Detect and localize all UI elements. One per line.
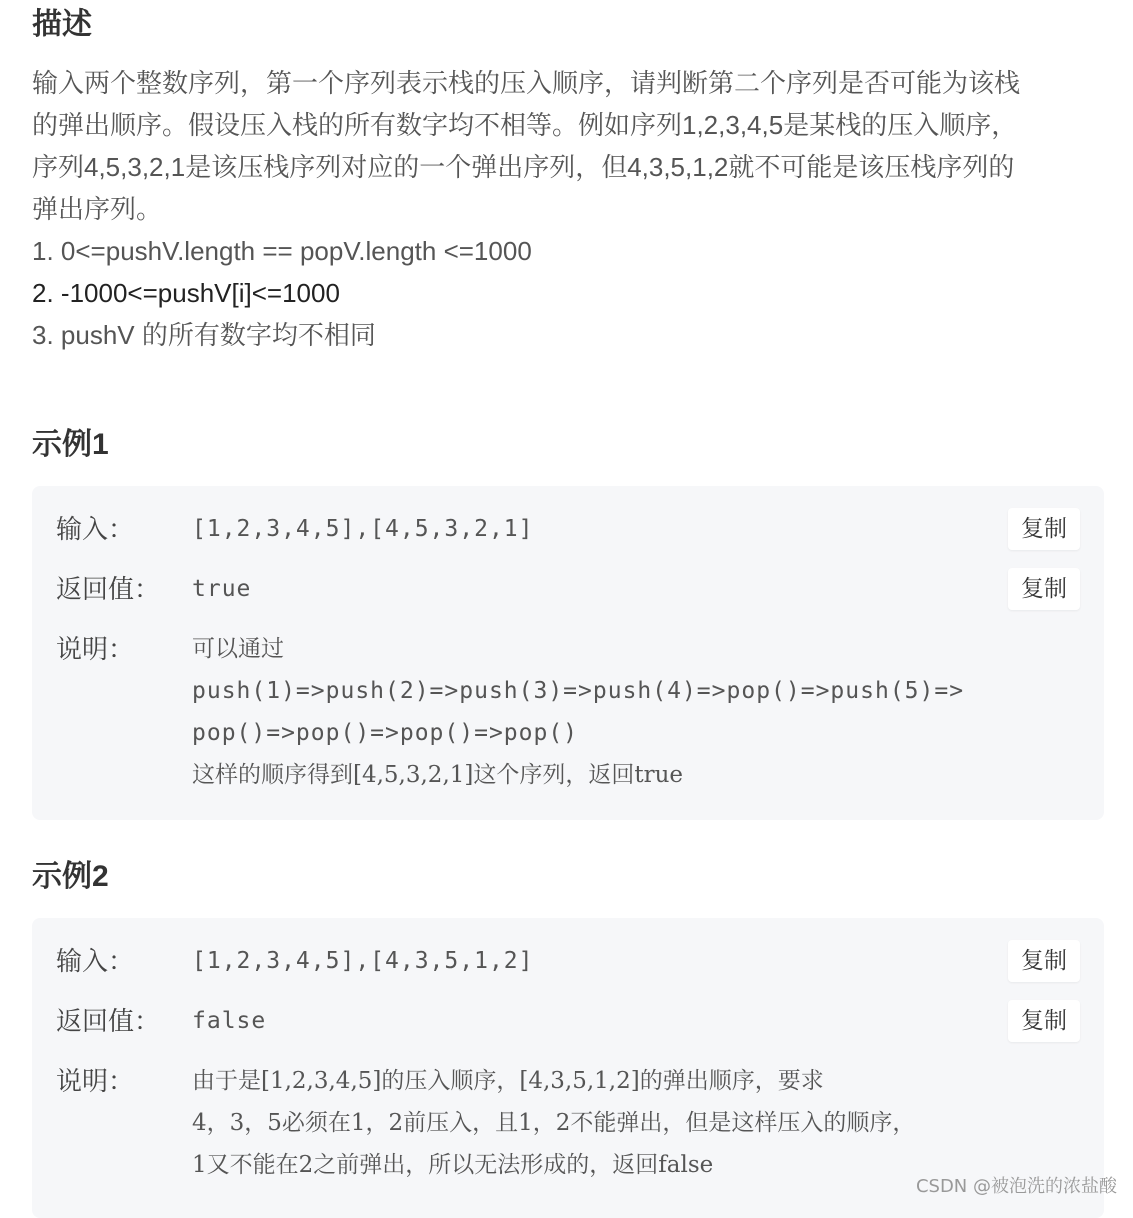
constraint-item: 3. pushV 的所有数字均不相同 [32, 320, 376, 350]
return-value[interactable]: false [192, 1008, 267, 1034]
return-row [56, 568, 1080, 610]
explain-text [192, 1060, 1092, 1186]
explain-line: push(1)=>push(2)=>push(3)=>push(4)=>pop()=>push(5)=> [192, 678, 965, 704]
example-1-title: 示例1 [32, 428, 109, 461]
input-value[interactable]: [1,2,3,4,5],[4,5,3,2,1] [192, 516, 534, 542]
example-2-title: 示例2 [32, 860, 109, 893]
explain-row [56, 628, 1080, 808]
input-label: 输入： [56, 514, 135, 544]
explain-line: 4，3，5必须在1，2前压入，且1，2不能弹出，但是这样压入的顺序， [192, 1110, 916, 1136]
explain-line: 由于是[1,2,3,4,5]的压入顺序，[4,3,5,1,2]的弹出顺序，要求 [192, 1068, 824, 1094]
constraint-item: 1. 0<=pushV.length == popV.length <=1000 [32, 236, 532, 266]
description-line: 输入两个整数序列，第一个序列表示栈的压入顺序，请判断第二个序列是否可能为该栈 [32, 68, 1021, 98]
input-label: 输入： [56, 946, 135, 976]
constraint-item: 2. -1000<=pushV[i]<=1000 [32, 278, 340, 308]
return-value[interactable]: true [192, 576, 252, 602]
copy-input-button[interactable]: 复制 [1008, 508, 1080, 550]
explain-line: pop()=>pop()=>pop()=>pop() [192, 720, 579, 746]
copy-return-button[interactable]: 复制 [1008, 568, 1080, 610]
explain-line: 这样的顺序得到[4,5,3,2,1]这个序列，返回true [192, 762, 684, 788]
example-1-box [32, 486, 1104, 820]
copy-input-button[interactable]: 复制 [1008, 940, 1080, 982]
explain-label: 说明： [56, 634, 135, 664]
return-label: 返回值： [56, 1006, 161, 1036]
explain-label: 说明： [56, 1066, 135, 1096]
input-value[interactable]: [1,2,3,4,5],[4,3,5,1,2] [192, 948, 534, 974]
explain-line: 可以通过 [192, 636, 284, 662]
explain-text [192, 628, 1092, 796]
input-row [56, 940, 1080, 982]
description-title: 描述 [32, 8, 92, 41]
description-line: 序列4,5,3,2,1是该压栈序列对应的一个弹出序列，但4,3,5,1,2就不可能是该压栈序列的 [32, 152, 1015, 182]
return-row [56, 1000, 1080, 1042]
description-body [32, 62, 1104, 356]
description-line: 弹出序列。 [32, 194, 163, 224]
description-line: 的弹出顺序。假设压入栈的所有数字均不相等。例如序列1,2,3,4,5是某栈的压入顺序， [32, 110, 1018, 140]
return-label: 返回值： [56, 574, 161, 604]
explain-line: 1又不能在2之前弹出，所以无法形成的，返回false [192, 1152, 714, 1178]
watermark: CSDN @被泡洗的浓盐酸 [915, 1176, 1117, 1197]
input-row [56, 508, 1080, 550]
copy-return-button[interactable]: 复制 [1008, 1000, 1080, 1042]
